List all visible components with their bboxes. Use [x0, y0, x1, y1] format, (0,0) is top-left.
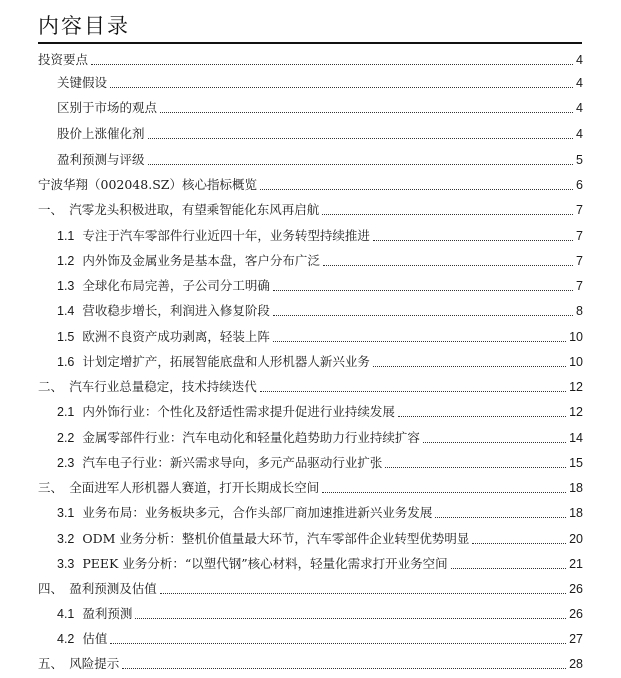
toc-entry[interactable]: [38, 198, 583, 218]
toc-entry[interactable]: [57, 552, 583, 572]
toc-entry[interactable]: [57, 501, 583, 521]
toc-entry-page: 12: [569, 405, 583, 419]
toc-entry-number: 2.1: [57, 405, 75, 419]
toc-entry-number: 三、: [38, 481, 57, 495]
toc-entry-text: 风险提示: [69, 656, 120, 671]
toc-entry-number: 一、: [38, 203, 57, 217]
toc-entry-page: 27: [569, 632, 583, 646]
toc-entry-number: 1.3: [57, 279, 75, 293]
toc-entry-page: 21: [569, 557, 583, 571]
dot-leader: [148, 138, 574, 139]
toc-entry-page: 4: [576, 127, 583, 141]
toc-entry-title: [57, 228, 370, 244]
toc-entry-text: 计划定增扩产，拓展智能底盘和人形机器人新兴业务: [82, 354, 370, 369]
toc-entry-page: 14: [569, 431, 583, 445]
toc-entry-title: [57, 152, 145, 168]
dot-leader: [373, 366, 566, 367]
toc-entry-page: 7: [576, 203, 583, 217]
toc-entry-text: PEEK 业务分析：“以塑代钢”核心材料，轻量化需求打开业务空间: [82, 556, 448, 571]
toc-entry-page: 18: [569, 481, 583, 495]
toc-entry-page: 18: [569, 506, 583, 520]
toc-entry[interactable]: [57, 224, 583, 244]
dot-leader: [135, 618, 566, 619]
dot-leader: [423, 442, 566, 443]
toc-entry[interactable]: [57, 451, 583, 471]
toc-entry-text: 全面进军人形机器人赛道，打开长期成长空间: [69, 480, 320, 495]
toc-entry[interactable]: [38, 173, 583, 193]
toc-entry-title: [57, 278, 270, 294]
toc-entry-title: [57, 253, 320, 269]
toc-entry-page: 4: [576, 53, 583, 67]
toc-entry-page: 7: [576, 279, 583, 293]
toc-entry[interactable]: [57, 426, 583, 446]
toc-entry-text: 区别于市场的观点: [57, 100, 158, 115]
toc-entry-title: [57, 531, 469, 547]
toc-entry-title: [57, 505, 432, 521]
toc-entry-title: [57, 404, 395, 420]
toc-entry-title: [57, 430, 420, 446]
toc-entry-number: 3.2: [57, 532, 75, 546]
toc-entry-page: 7: [576, 254, 583, 268]
toc-entry-text: 内外饰行业：个性化及舒适性需求提升促进行业持续发展: [82, 404, 395, 419]
toc-entry[interactable]: [57, 299, 583, 319]
toc-entry-title: [38, 52, 88, 68]
toc-entry-title: [57, 455, 382, 471]
toc-entry-title: [57, 556, 448, 572]
toc-entry-number: 二、: [38, 380, 57, 394]
title-divider: [38, 42, 582, 44]
toc-entry-text: 关键假设: [57, 75, 108, 90]
dot-leader: [451, 568, 566, 569]
toc-entry-number: 1.5: [57, 330, 75, 344]
toc-entry-page: 15: [569, 456, 583, 470]
dot-leader: [91, 64, 573, 65]
toc-entry-page: 26: [569, 582, 583, 596]
toc-entry-text: 内外饰及金属业务是基本盘，客户分布广泛: [82, 253, 320, 268]
toc-entry[interactable]: [38, 48, 583, 68]
toc-entry-text: 宁波华翔（002048.SZ）核心指标概览: [38, 177, 257, 192]
toc-entry-number: 1.2: [57, 254, 75, 268]
toc-entry-text: 盈利预测与评级: [57, 152, 145, 167]
toc-entry-number: 2.3: [57, 456, 75, 470]
dot-leader: [110, 87, 573, 88]
toc-entry-title: [38, 581, 157, 597]
toc-entry-text: ODM 业务分析：整机价值量最大环节，汽车零部件企业转型优势明显: [82, 531, 470, 546]
toc-entry[interactable]: [38, 476, 583, 496]
toc-entry-title: [38, 656, 119, 672]
toc-entry-number: 2.2: [57, 431, 75, 445]
toc-entry-text: 汽车行业总量稳定，技术持续迭代: [69, 379, 257, 394]
toc-entry-number: 3.1: [57, 506, 75, 520]
dot-leader: [322, 214, 573, 215]
toc-entry-title: [38, 480, 319, 496]
toc-entry[interactable]: [57, 274, 583, 294]
dot-leader: [273, 290, 573, 291]
toc-entry-page: 8: [576, 304, 583, 318]
toc-entry-title: [38, 177, 257, 193]
toc-entry-page: 5: [576, 153, 583, 167]
toc-entry-page: 4: [576, 101, 583, 115]
toc-entry-text: 盈利预测: [82, 606, 133, 621]
dot-leader: [110, 643, 566, 644]
toc-entry[interactable]: [57, 350, 583, 370]
toc-entry-page: 7: [576, 229, 583, 243]
toc-entry-title: [57, 329, 270, 345]
dot-leader: [472, 543, 566, 544]
toc-entry-page: 10: [569, 355, 583, 369]
dot-leader: [273, 315, 573, 316]
dot-leader: [435, 517, 566, 518]
toc-entry-page: 28: [569, 657, 583, 671]
dot-leader: [122, 668, 566, 669]
toc-entry-text: 专注于汽车零部件行业近四十年，业务转型持续推进: [82, 228, 370, 243]
toc-entry-number: 1.6: [57, 355, 75, 369]
toc-entry-number: 4.1: [57, 607, 75, 621]
toc-entry-text: 全球化布局完善，子公司分工明确: [82, 278, 270, 293]
toc-entry-page: 12: [569, 380, 583, 394]
toc-entry-title: [57, 631, 107, 647]
toc-entry[interactable]: [57, 325, 583, 345]
toc-entry[interactable]: [57, 249, 583, 269]
toc-entry-text: 估值: [82, 631, 108, 646]
toc-entry-text: 汽零龙头积极进取，有望乘智能化东风再启航: [69, 202, 320, 217]
toc-entry-text: 欧洲不良资产成功剥离，轻装上阵: [82, 329, 270, 344]
toc-entry-number: 五、: [38, 657, 57, 671]
dot-leader: [373, 240, 573, 241]
toc-entry-page: 20: [569, 532, 583, 546]
toc-entry-text: 金属零部件行业：汽车电动化和轻量化趋势助力行业持续扩容: [82, 430, 420, 445]
page-title: 内容目录: [38, 14, 130, 38]
toc-entry-title: [57, 303, 270, 319]
toc-entry-text: 营收稳步增长，利润进入修复阶段: [82, 303, 270, 318]
toc-entry[interactable]: [38, 577, 583, 597]
toc-entry[interactable]: [57, 627, 583, 647]
toc-entry-text: 业务布局：业务板块多元，合作头部厂商加速推进新兴业务发展: [82, 505, 433, 520]
toc-entry-number: 1.1: [57, 229, 75, 243]
toc-entry[interactable]: [38, 375, 583, 395]
dot-leader: [323, 265, 573, 266]
toc-entry-number: 四、: [38, 582, 57, 596]
toc-entry[interactable]: [57, 96, 583, 116]
dot-leader: [385, 467, 566, 468]
toc-entry-text: 汽车电子行业：新兴需求导向，多元产品驱动行业扩张: [82, 455, 383, 470]
toc-entry-text: 股价上涨催化剂: [57, 126, 145, 141]
dot-leader: [148, 164, 574, 165]
toc-entry-page: 6: [576, 178, 583, 192]
toc-entry-title: [57, 126, 145, 142]
toc-entry-number: 3.3: [57, 557, 75, 571]
toc-entry[interactable]: [57, 602, 583, 622]
dot-leader: [322, 492, 566, 493]
dot-leader: [260, 391, 566, 392]
toc-entry[interactable]: [38, 652, 583, 672]
toc-entry[interactable]: [57, 122, 583, 142]
toc-entry-number: 4.2: [57, 632, 75, 646]
dot-leader: [398, 416, 566, 417]
toc-entry-title: [57, 354, 370, 370]
toc-entry-title: [57, 75, 107, 91]
toc-entry-title: [57, 100, 157, 116]
toc-entry-title: [38, 202, 319, 218]
dot-leader: [273, 341, 566, 342]
toc-entry-number: 1.4: [57, 304, 75, 318]
toc-entry-page: 10: [569, 330, 583, 344]
toc-entry[interactable]: [57, 71, 583, 91]
toc-entry-page: 4: [576, 76, 583, 90]
toc-entry-text: 投资要点: [38, 52, 89, 67]
toc-entry[interactable]: [57, 527, 583, 547]
toc-entry[interactable]: [57, 400, 583, 420]
dot-leader: [260, 189, 573, 190]
dot-leader: [160, 112, 573, 113]
toc-entry-title: [38, 379, 257, 395]
toc-entry-text: 盈利预测及估值: [69, 581, 157, 596]
toc-entry-page: 26: [569, 607, 583, 621]
dot-leader: [160, 593, 566, 594]
toc-entry[interactable]: [57, 148, 583, 168]
toc-entry-title: [57, 606, 132, 622]
